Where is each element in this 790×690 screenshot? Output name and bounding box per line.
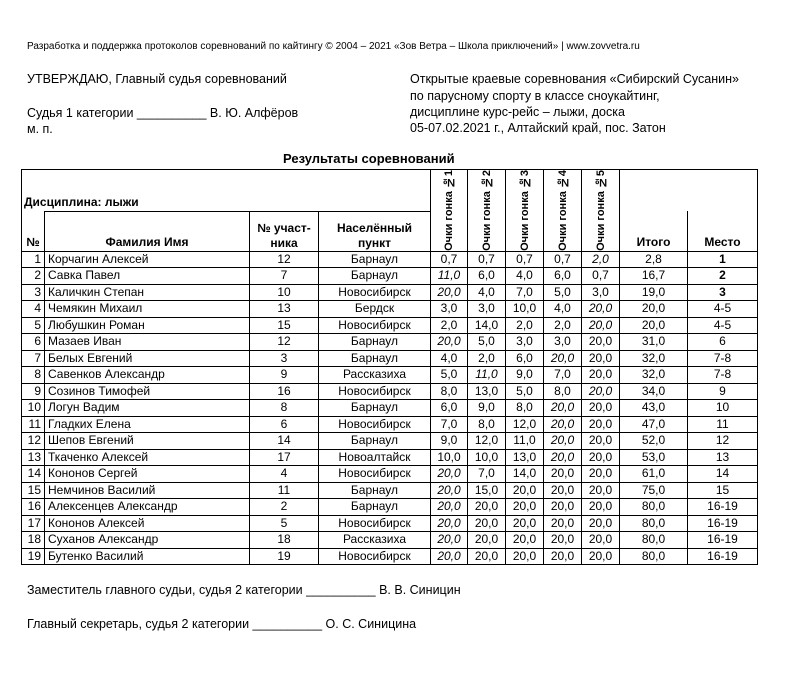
race-4-points: 0,7 — [544, 251, 582, 268]
race-1-points: 20,0 — [431, 532, 468, 549]
athlete-number: 15 — [250, 317, 319, 334]
table-row — [22, 548, 758, 565]
athlete-city: Новосибирск — [319, 383, 431, 400]
table-row — [22, 532, 758, 549]
final-place: 6 — [688, 334, 758, 351]
athlete-city: Бердск — [319, 301, 431, 318]
race-1-points: 20,0 — [431, 482, 468, 499]
total-points: 47,0 — [620, 416, 688, 433]
row-number: 19 — [22, 548, 45, 565]
total-points: 16,7 — [620, 268, 688, 285]
race-2-points: 9,0 — [468, 400, 506, 417]
athlete-name: Суханов Александр — [45, 532, 250, 549]
race-1-points: 7,0 — [431, 416, 468, 433]
total-points: 2,8 — [620, 251, 688, 268]
athlete-city: Барнаул — [319, 251, 431, 268]
athlete-name: Любушкин Роман — [45, 317, 250, 334]
race-2-points: 14,0 — [468, 317, 506, 334]
race-2-points: 20,0 — [468, 532, 506, 549]
race-5-points: 3,0 — [582, 284, 620, 301]
row-number: 6 — [22, 334, 45, 351]
race-2-points: 8,0 — [468, 416, 506, 433]
row-number: 8 — [22, 367, 45, 384]
athlete-city: Барнаул — [319, 334, 431, 351]
table-row — [22, 466, 758, 483]
race-3-points: 13,0 — [506, 449, 544, 466]
row-number: 3 — [22, 284, 45, 301]
row-number: 9 — [22, 383, 45, 400]
race-4-points: 20,0 — [544, 449, 582, 466]
row-number: 4 — [22, 301, 45, 318]
race-2-header: Очки гонка №2 — [468, 170, 506, 252]
race-2-points: 2,0 — [468, 350, 506, 367]
race-2-points: 5,0 — [468, 334, 506, 351]
final-place: 3 — [688, 284, 758, 301]
table-row — [22, 433, 758, 450]
final-place: 11 — [688, 416, 758, 433]
race-5-points: 20,0 — [582, 532, 620, 549]
final-place: 12 — [688, 433, 758, 450]
event-title-line-4: 05-07.02.2021 г., Алтайский край, пос. Затон — [410, 121, 666, 135]
table-row — [22, 284, 758, 301]
total-points: 31,0 — [620, 334, 688, 351]
race-3-points: 9,0 — [506, 367, 544, 384]
table-row — [22, 416, 758, 433]
race-4-points: 20,0 — [544, 416, 582, 433]
athlete-number: 2 — [250, 499, 319, 516]
final-place: 4-5 — [688, 301, 758, 318]
table-row — [22, 317, 758, 334]
race-3-points: 20,0 — [506, 548, 544, 565]
athlete-city: Новоалтайск — [319, 449, 431, 466]
race-1-points: 2,0 — [431, 317, 468, 334]
race-1-points: 10,0 — [431, 449, 468, 466]
race-2-points: 6,0 — [468, 268, 506, 285]
race-2-points: 4,0 — [468, 284, 506, 301]
col-name-header: Фамилия Имя — [45, 211, 250, 251]
race-1-points: 20,0 — [431, 548, 468, 565]
athlete-city: Барнаул — [319, 482, 431, 499]
header-credit-line: Разработка и поддержка протоколов соревнований по кайтингу © 2004 – 2021 «Зов Ветра – Школа приключений» | www.zovvetra.ru — [27, 41, 640, 52]
total-points: 80,0 — [620, 532, 688, 549]
chief-secretary-line: Главный секретарь, судья 2 категории __________ О. С. Синицина — [27, 617, 417, 631]
table-row — [22, 350, 758, 367]
table-row — [22, 515, 758, 532]
race-4-points: 20,0 — [544, 433, 582, 450]
race-1-points: 20,0 — [431, 284, 468, 301]
results-table — [21, 169, 758, 565]
athlete-city: Новосибирск — [319, 548, 431, 565]
race-2-points: 12,0 — [468, 433, 506, 450]
row-number: 14 — [22, 466, 45, 483]
athlete-name: Гладких Елена — [45, 416, 250, 433]
race-3-points: 6,0 — [506, 350, 544, 367]
race-5-points: 20,0 — [582, 482, 620, 499]
race-3-points: 5,0 — [506, 383, 544, 400]
race-5-points: 20,0 — [582, 433, 620, 450]
table-row — [22, 301, 758, 318]
athlete-number: 17 — [250, 449, 319, 466]
race-1-points: 20,0 — [431, 466, 468, 483]
race-3-points: 12,0 — [506, 416, 544, 433]
athlete-city: Рассказиха — [319, 532, 431, 549]
athlete-number: 14 — [250, 433, 319, 450]
race-3-points: 10,0 — [506, 301, 544, 318]
race-5-points: 20,0 — [582, 400, 620, 417]
race-3-points: 3,0 — [506, 334, 544, 351]
row-number: 17 — [22, 515, 45, 532]
race-2-points: 13,0 — [468, 383, 506, 400]
race-2-points: 11,0 — [468, 367, 506, 384]
race-2-points: 3,0 — [468, 301, 506, 318]
race-4-points: 6,0 — [544, 268, 582, 285]
athlete-number: 3 — [250, 350, 319, 367]
race-5-points: 0,7 — [582, 268, 620, 285]
total-points: 20,0 — [620, 301, 688, 318]
athlete-number: 8 — [250, 400, 319, 417]
athlete-name: Савенков Александр — [45, 367, 250, 384]
race-4-header: Очки гонка №4 — [544, 170, 582, 252]
row-number: 15 — [22, 482, 45, 499]
race-3-points: 7,0 — [506, 284, 544, 301]
table-row — [22, 400, 758, 417]
race-3-points: 8,0 — [506, 400, 544, 417]
race-4-points: 20,0 — [544, 499, 582, 516]
race-5-points: 20,0 — [582, 416, 620, 433]
table-row — [22, 499, 758, 516]
total-points: 34,0 — [620, 383, 688, 400]
race-1-points: 3,0 — [431, 301, 468, 318]
total-points: 80,0 — [620, 499, 688, 516]
race-5-points: 20,0 — [582, 499, 620, 516]
row-number: 13 — [22, 449, 45, 466]
race-1-points: 0,7 — [431, 251, 468, 268]
row-number: 11 — [22, 416, 45, 433]
race-5-points: 20,0 — [582, 317, 620, 334]
athlete-city: Новосибирск — [319, 416, 431, 433]
final-place: 16-19 — [688, 515, 758, 532]
event-title-line-2: по парусному спорту в классе сноукайтинг, — [410, 89, 660, 103]
race-3-points: 4,0 — [506, 268, 544, 285]
athlete-number: 12 — [250, 334, 319, 351]
race-5-points: 2,0 — [582, 251, 620, 268]
total-points: 75,0 — [620, 482, 688, 499]
race-4-points: 4,0 — [544, 301, 582, 318]
total-points: 52,0 — [620, 433, 688, 450]
race-1-points: 11,0 — [431, 268, 468, 285]
athlete-name: Кононов Сергей — [45, 466, 250, 483]
race-5-points: 20,0 — [582, 548, 620, 565]
col-place-header: Место — [688, 211, 758, 251]
race-1-points: 5,0 — [431, 367, 468, 384]
race-2-points: 10,0 — [468, 449, 506, 466]
discipline-label: Дисциплина: лыжи — [22, 170, 431, 212]
row-number: 12 — [22, 433, 45, 450]
athlete-number: 5 — [250, 515, 319, 532]
race-2-points: 0,7 — [468, 251, 506, 268]
table-row — [22, 383, 758, 400]
race-4-points: 20,0 — [544, 350, 582, 367]
race-4-points: 20,0 — [544, 515, 582, 532]
athlete-number: 19 — [250, 548, 319, 565]
race-4-points: 20,0 — [544, 482, 582, 499]
table-row — [22, 367, 758, 384]
athlete-name: Корчагин Алексей — [45, 251, 250, 268]
race-4-points: 7,0 — [544, 367, 582, 384]
athlete-number: 11 — [250, 482, 319, 499]
athlete-name: Мазаев Иван — [45, 334, 250, 351]
athlete-name: Савка Павел — [45, 268, 250, 285]
race-4-points: 3,0 — [544, 334, 582, 351]
race-2-points: 20,0 — [468, 515, 506, 532]
race-4-points: 20,0 — [544, 466, 582, 483]
race-4-points: 20,0 — [544, 548, 582, 565]
race-1-points: 8,0 — [431, 383, 468, 400]
athlete-number: 9 — [250, 367, 319, 384]
athlete-city: Барнаул — [319, 400, 431, 417]
final-place: 14 — [688, 466, 758, 483]
athlete-number: 13 — [250, 301, 319, 318]
athlete-city: Новосибирск — [319, 317, 431, 334]
athlete-name: Белых Евгений — [45, 350, 250, 367]
total-points: 32,0 — [620, 350, 688, 367]
final-place: 13 — [688, 449, 758, 466]
athlete-city: Новосибирск — [319, 466, 431, 483]
athlete-city: Барнаул — [319, 499, 431, 516]
race-4-points: 20,0 — [544, 400, 582, 417]
race-2-points: 20,0 — [468, 499, 506, 516]
race-3-points: 20,0 — [506, 515, 544, 532]
deputy-judge-line: Заместитель главного судьи, судья 2 категории __________ В. В. Синицин — [27, 583, 461, 597]
athlete-city: Новосибирск — [319, 284, 431, 301]
race-5-points: 20,0 — [582, 301, 620, 318]
row-number: 10 — [22, 400, 45, 417]
total-points: 19,0 — [620, 284, 688, 301]
race-1-points: 20,0 — [431, 499, 468, 516]
race-2-points: 7,0 — [468, 466, 506, 483]
race-3-points: 20,0 — [506, 482, 544, 499]
athlete-city: Барнаул — [319, 433, 431, 450]
final-place: 2 — [688, 268, 758, 285]
race-1-points: 6,0 — [431, 400, 468, 417]
race-1-points: 9,0 — [431, 433, 468, 450]
race-2-points: 20,0 — [468, 548, 506, 565]
race-1-points: 20,0 — [431, 334, 468, 351]
athlete-number: 16 — [250, 383, 319, 400]
race-5-points: 20,0 — [582, 350, 620, 367]
stamp-place-label: м. п. — [27, 122, 53, 136]
race-3-points: 0,7 — [506, 251, 544, 268]
row-number: 2 — [22, 268, 45, 285]
event-title-line-1: Открытые краевые соревнования «Сибирский Сусанин» — [410, 72, 739, 86]
athlete-city: Новосибирск — [319, 515, 431, 532]
race-4-points: 8,0 — [544, 383, 582, 400]
athlete-name: Бутенко Василий — [45, 548, 250, 565]
athlete-name: Алексенцев Александр — [45, 499, 250, 516]
table-row — [22, 449, 758, 466]
athlete-name: Немчинов Василий — [45, 482, 250, 499]
race-5-points: 20,0 — [582, 449, 620, 466]
race-3-points: 20,0 — [506, 499, 544, 516]
race-3-header: Очки гонка №3 — [506, 170, 544, 252]
race-1-points: 20,0 — [431, 515, 468, 532]
athlete-name: Кононов Алексей — [45, 515, 250, 532]
race-3-points: 11,0 — [506, 433, 544, 450]
athlete-name: Ткаченко Алексей — [45, 449, 250, 466]
athlete-name: Созинов Тимофей — [45, 383, 250, 400]
final-place: 10 — [688, 400, 758, 417]
final-place: 15 — [688, 482, 758, 499]
results-title: Результаты соревнований — [283, 151, 455, 166]
race-2-points: 15,0 — [468, 482, 506, 499]
athlete-city: Рассказиха — [319, 367, 431, 384]
final-place: 1 — [688, 251, 758, 268]
race-1-header: Очки гонка №1 — [431, 170, 468, 252]
athlete-city: Барнаул — [319, 268, 431, 285]
row-number: 7 — [22, 350, 45, 367]
race-5-header: Очки гонка №5 — [582, 170, 620, 252]
final-place: 16-19 — [688, 499, 758, 516]
race-5-points: 20,0 — [582, 466, 620, 483]
row-number: 18 — [22, 532, 45, 549]
col-no-header: № — [22, 211, 45, 251]
col-number-header: № участ- ника — [250, 211, 319, 251]
final-place: 16-19 — [688, 548, 758, 565]
col-city-header: Населённый пункт — [319, 211, 431, 251]
race-5-points: 20,0 — [582, 367, 620, 384]
athlete-city: Барнаул — [319, 350, 431, 367]
athlete-number: 18 — [250, 532, 319, 549]
judge-signature-line: Судья 1 категории __________ В. Ю. Алфёров — [27, 106, 299, 120]
race-4-points: 2,0 — [544, 317, 582, 334]
race-3-points: 20,0 — [506, 532, 544, 549]
race-3-points: 2,0 — [506, 317, 544, 334]
table-row — [22, 482, 758, 499]
total-points: 20,0 — [620, 317, 688, 334]
race-5-points: 20,0 — [582, 515, 620, 532]
row-number: 16 — [22, 499, 45, 516]
table-row — [22, 334, 758, 351]
athlete-name: Каличкин Степан — [45, 284, 250, 301]
race-4-points: 20,0 — [544, 532, 582, 549]
table-row — [22, 268, 758, 285]
total-points: 80,0 — [620, 548, 688, 565]
event-title-line-3: дисциплине курс-рейс – лыжи, доска — [410, 105, 625, 119]
race-4-points: 5,0 — [544, 284, 582, 301]
final-place: 7-8 — [688, 350, 758, 367]
athlete-number: 10 — [250, 284, 319, 301]
final-place: 7-8 — [688, 367, 758, 384]
athlete-name: Чемякин Михаил — [45, 301, 250, 318]
athlete-name: Шепов Евгений — [45, 433, 250, 450]
results-rows — [22, 251, 758, 565]
athlete-number: 4 — [250, 466, 319, 483]
total-points: 53,0 — [620, 449, 688, 466]
race-5-points: 20,0 — [582, 334, 620, 351]
table-row — [22, 251, 758, 268]
final-place: 9 — [688, 383, 758, 400]
athlete-name: Логун Вадим — [45, 400, 250, 417]
total-points: 32,0 — [620, 367, 688, 384]
final-place: 4-5 — [688, 317, 758, 334]
total-points: 43,0 — [620, 400, 688, 417]
row-number: 5 — [22, 317, 45, 334]
athlete-number: 12 — [250, 251, 319, 268]
race-5-points: 20,0 — [582, 383, 620, 400]
total-points: 80,0 — [620, 515, 688, 532]
race-3-points: 14,0 — [506, 466, 544, 483]
row-number: 1 — [22, 251, 45, 268]
approve-label: УТВЕРЖДАЮ, Главный судья соревнований — [27, 72, 287, 86]
col-total-header: Итого — [620, 211, 688, 251]
race-1-points: 4,0 — [431, 350, 468, 367]
athlete-number: 6 — [250, 416, 319, 433]
final-place: 16-19 — [688, 532, 758, 549]
athlete-number: 7 — [250, 268, 319, 285]
total-points: 61,0 — [620, 466, 688, 483]
